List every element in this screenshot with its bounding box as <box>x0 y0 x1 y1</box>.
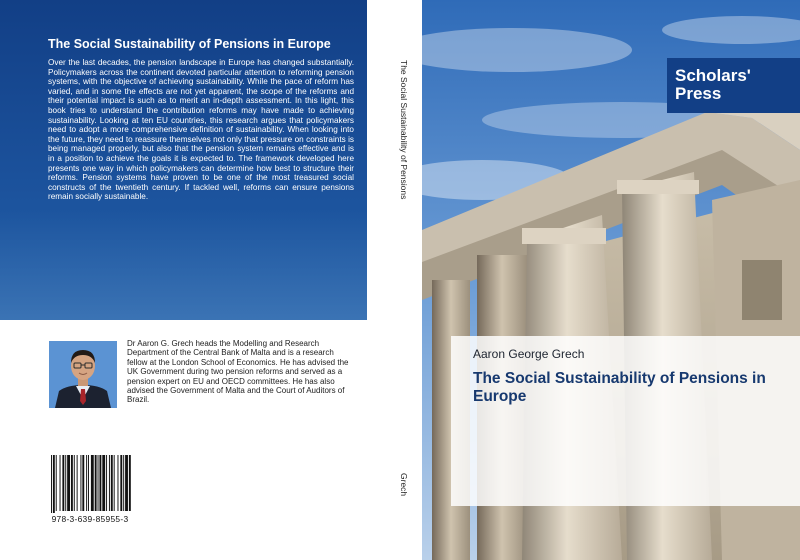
spine <box>367 0 422 560</box>
front-title-panel <box>451 336 800 506</box>
barcode-bar <box>99 455 101 511</box>
barcode-bar <box>129 455 131 511</box>
barcode-bar <box>98 455 99 511</box>
barcode-bar <box>91 455 94 511</box>
barcode-bar <box>56 455 57 511</box>
front-title: The Social Sustainability of Pensions in Europe <box>473 370 766 405</box>
isbn-number: 978-3-639-85955-3 <box>51 514 129 524</box>
barcode-bar <box>74 455 75 511</box>
barcode-bar <box>65 455 66 511</box>
barcode-bar <box>106 455 107 511</box>
barcode-bar <box>120 455 122 511</box>
front-author: Aaron George Grech <box>473 347 585 361</box>
barcode-bar <box>102 455 105 511</box>
author-photo <box>49 341 117 408</box>
barcode-bar <box>88 455 89 511</box>
barcode-bar <box>109 455 110 511</box>
barcode-bar <box>80 455 81 511</box>
barcode-bar <box>71 455 73 511</box>
back-cover-blurb: Over the last decades, the pension landscape in Europe has changed substantially. Policymakers across the continent devoted particular attention to reforming pension systems, with the objective of achieving sustainability. While the pace of reform has varied, and in some the effects are not yet apparent, the scope of the reforms and their potential impact is such as to merit an in-depth assessment. In this light, this book tries to understand the contribution reforms may have made to achieving sustainability. Looking at ten EU countries, this research argues that policymakers need to adopt a more comprehensive definition of sustainability. When looking into the future, they need to reassure themselves not only that pressure on constraints is being managed properly, but also that the pension system remains effective and is in a position to achieve the goals it is expected to. The framework developed here presents one way in which policymakers can determine how best to structure their reforms. Pension systems have proven to be one of the most treasured social constructs of the twentieth century. If tackled well, reforms can ensure pensions remain socially sustainable. <box>48 58 354 202</box>
barcode-bar <box>62 455 64 511</box>
publisher-logo <box>667 58 800 113</box>
barcode-bar <box>82 455 84 511</box>
isbn-barcode <box>49 455 131 526</box>
barcode-bar <box>77 455 78 511</box>
barcode-bar <box>53 455 55 513</box>
barcode-bar <box>114 455 115 511</box>
barcode-bar <box>118 455 119 511</box>
back-cover-blue-panel <box>0 0 367 320</box>
barcode-bar <box>125 455 128 511</box>
barcode-bar <box>111 455 113 511</box>
barcode-bar <box>123 455 124 511</box>
spine-title: The Social Sustainability of Pensions <box>399 60 409 200</box>
barcode-bar <box>51 455 52 513</box>
spine-author: Grech <box>399 473 409 497</box>
publisher-name: Scholars' Press <box>675 66 751 103</box>
barcode-bar <box>95 455 97 511</box>
author-bio: Dr Aaron G. Grech heads the Modelling and Research Department of the Central Bank of Malta and is a research fellow at the London School of Economics. He has advised the UK Government during two pension reforms and served as a pension expert on EU and OECD committees. He has also advised the Government of Malta and the Court of Auditors of Brazil. <box>127 339 349 405</box>
back-cover <box>0 0 367 560</box>
barcode-bar <box>60 455 61 511</box>
barcode-bars <box>49 455 131 513</box>
front-cover <box>422 0 800 560</box>
back-cover-title: The Social Sustainability of Pensions in Europe <box>48 37 331 51</box>
barcode-bar <box>67 455 70 511</box>
barcode-bar <box>86 455 87 511</box>
